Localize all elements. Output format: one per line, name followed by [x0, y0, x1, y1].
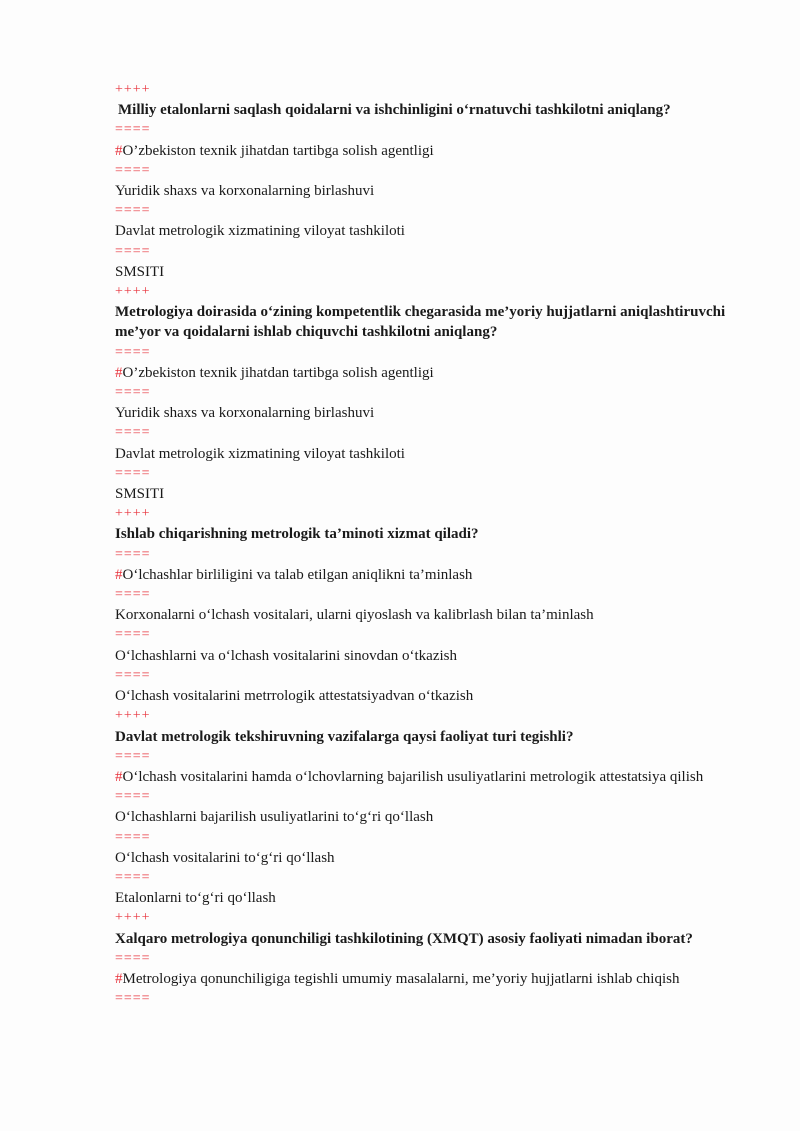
answer-separator: ==== [115, 829, 151, 845]
answer-separator: ==== [115, 122, 151, 138]
answer-separator: ==== [115, 789, 151, 805]
question-text: Davlat metrologik tekshiruvning vazifalarga qaysi faoliyat turi tegishli? [115, 728, 574, 745]
answer-separator: ==== [115, 385, 151, 401]
correct-marker: # [115, 142, 123, 159]
question-separator: ++++ [115, 284, 151, 300]
question-text: Milliy etalonlarni saqlash qoidalarni va ishchinligini o‘rnatuvchi tashkilotni aniqlang? [118, 102, 671, 119]
question-text: Metrologiya doirasida o‘zining kompetentlik chegarasida me’yoriy hujjatlarni aniqlashtiruvchi me’yor va qoidalarni ishlab chiquvchi tashkilotni aniqlang? [115, 304, 726, 341]
question-separator: ++++ [115, 708, 151, 724]
answer-separator: ==== [115, 587, 151, 603]
answer-separator: ==== [115, 425, 151, 441]
answer-separator: ==== [115, 667, 151, 683]
question-separator: ++++ [115, 82, 151, 97]
answer-separator: ==== [115, 162, 151, 178]
answer-separator: ==== [115, 344, 151, 360]
answer-separator: ==== [115, 243, 151, 259]
answer-separator: ==== [115, 465, 151, 481]
answer-separator: ==== [115, 991, 151, 1007]
question-separator: ++++ [115, 506, 151, 522]
answer-text: O‘lchash vositalarini metrrologik attestatsiyadvan o‘tkazish [115, 688, 474, 705]
correct-marker: # [115, 970, 123, 987]
answer-correct [115, 363, 755, 383]
correct-marker: # [115, 768, 123, 785]
answer-correct [115, 969, 755, 989]
answer-separator: ==== [115, 546, 151, 562]
answer-text: O‘lchash vositalarini hamda o‘lchovlarning bajarilish usuliyatlarini metrologik attestatsiya qilish [122, 768, 704, 785]
question-separator: ++++ [115, 910, 151, 926]
answer-separator: ==== [115, 627, 151, 643]
answer-text: O‘lchashlar birliligini va talab etilgan aniqlikni ta’minlash [122, 566, 473, 583]
answer-text: O‘lchash vositalarini to‘g‘ri qo‘llash [115, 849, 335, 866]
answer-text: Korxonalarni o‘lchash vositalari, ularni qiyoslash va kalibrlash bilan ta’minlash [115, 607, 594, 624]
test-content [115, 80, 755, 1009]
correct-marker: # [115, 364, 123, 381]
answer-separator: ==== [115, 748, 151, 764]
answer-text: O‘lchashlarni bajarilish usuliyatlarini to‘g‘ri qo‘llash [115, 809, 434, 826]
answer-separator: ==== [115, 203, 151, 219]
question-text: Ishlab chiqarishning metrologik ta’minoti xizmat qiladi? [115, 526, 479, 543]
answer-separator: ==== [115, 869, 151, 885]
answer-correct [115, 767, 755, 787]
answer-text: SMSITI [115, 263, 165, 280]
correct-marker: # [115, 566, 123, 583]
answer-text: Metrologiya qonunchiligiga tegishli umumiy masalalarni, me’yoriy hujjatlarni ishlab chiqish [122, 970, 680, 987]
answer-text: O’zbekiston texnik jihatdan tartibga solish agentligi [122, 142, 434, 159]
question-text: Xalqaro metrologiya qonunchiligi tashkilotining (XMQT) asosiy faoliyati nimadan iborat? [115, 930, 693, 947]
answer-text: Etalonlarni to‘g‘ri qo‘llash [115, 890, 276, 907]
answer-text: Yuridik shaxs va korxonalarning birlashuvi [115, 183, 375, 200]
answer-text: O‘lchashlarni va o‘lchash vositalarini sinovdan o‘tkazish [115, 647, 457, 664]
answer-text: O’zbekiston texnik jihatdan tartibga solish agentligi [122, 364, 434, 381]
answer-text: Yuridik shaxs va korxonalarning birlashuvi [115, 405, 375, 422]
answer-text: Davlat metrologik xizmatining viloyat tashkiloti [115, 223, 405, 240]
answer-text: Davlat metrologik xizmatining viloyat tashkiloti [115, 445, 405, 462]
answer-text: SMSITI [115, 486, 165, 503]
answer-correct [115, 565, 755, 585]
answer-separator: ==== [115, 950, 151, 966]
answer-correct [115, 141, 755, 161]
